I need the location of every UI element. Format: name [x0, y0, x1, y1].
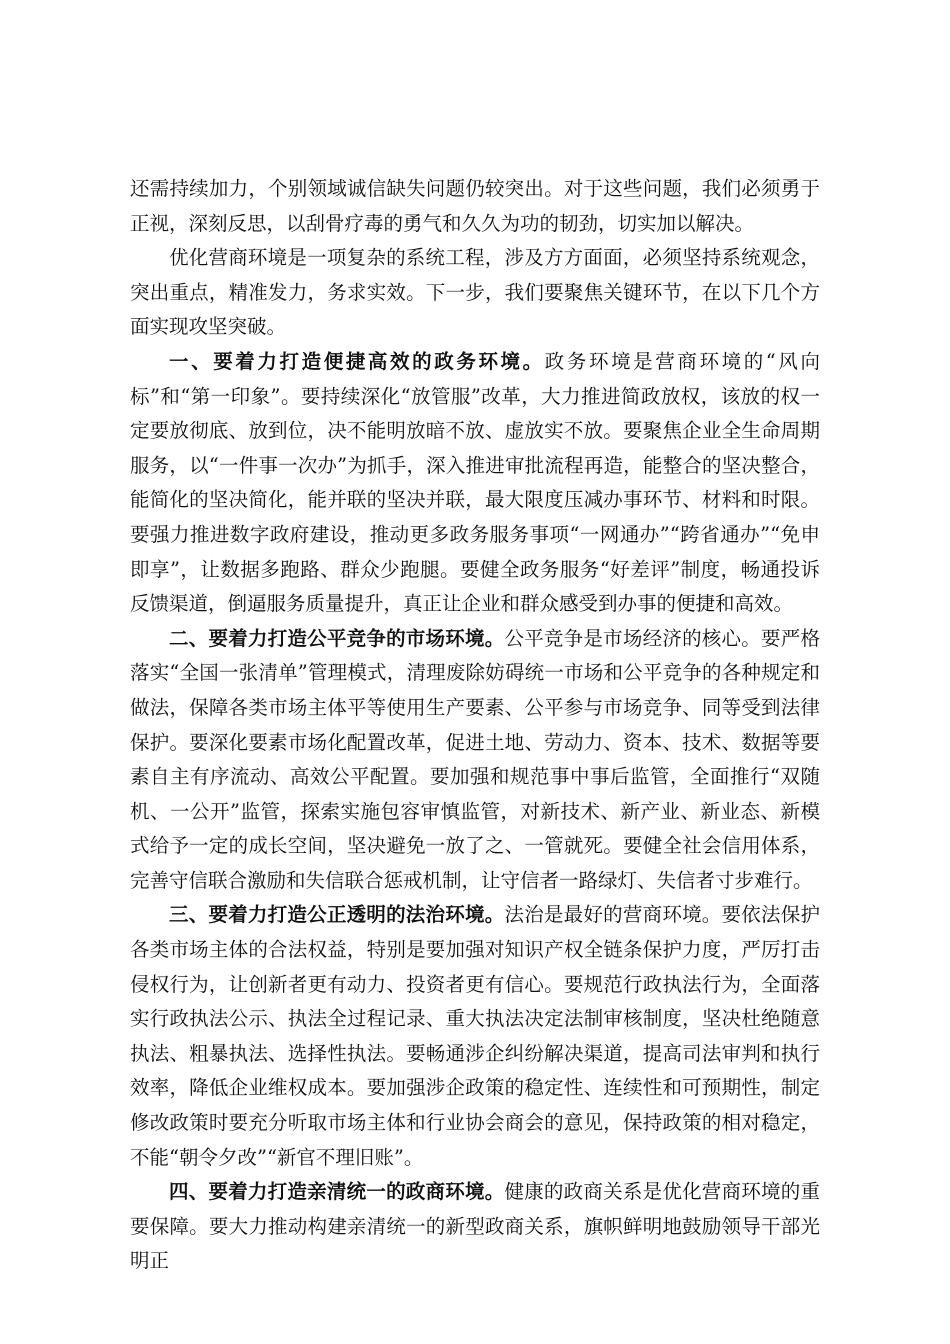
- paragraph-text: 法治是最好的营商环境。要依法保护各类市场主体的合法权益，特别是要加强对知识产权全链条保护力度，严厉打击侵权行为，让创新者更有动力、投资者更有信心。要规范行政执法行为，全面落实行政执法公示、执法全过程记录、重大执法决定法制审核制度，坚决杜绝随意执法、粗暴执法、选择性执法。要畅通涉企纠纷解决渠道，提高司法审判和执行效率，降低企业维权成本。要加强涉企政策的稳定性、连续性和可预期性，制定修改政策时要充分听取市场主体和行业协会商会的意见，保持政策的相对稳定，不能“朝令夕改”“新官不理旧账”。: [130, 903, 820, 1169]
- section-heading: 四、要着力打造亲清统一的政商环境。: [169, 1180, 505, 1204]
- paragraph-text: 公平竞争是市场经济的核心。要严格落实“全国一张清单”管理模式，清理废除妨碍统一市场和公平竞争的各种规定和做法，保障各类市场主体平等使用生产要素、公平参与市场竞争、同等受到法律保护。要深化要素市场化配置改革，促进土地、劳动力、资本、技术、数据等要素自主有序流动、高效公平配置。要加强和规范事中事后监管，全面推行“双随机、一公开”监管，探索实施包容审慎监管，对新技术、新产业、新业态、新模式给予一定的成长空间，坚决避免一放了之、一管就死。要健全社会信用体系，完善守信联合激励和失信联合惩戒机制，让守信者一路绿灯、失信者寸步难行。: [130, 626, 820, 892]
- paragraph-text: 优化营商环境是一项复杂的系统工程，涉及方方面面，必须坚持系统观念，突出重点，精准发力，务求实效。下一步，我们要聚焦关键环节，在以下几个方面实现攻坚突破。: [130, 246, 820, 339]
- section-heading: 一、要着力打造便捷高效的政务环境。: [169, 349, 545, 373]
- paragraph-market-environment: [130, 622, 820, 899]
- paragraph-continuation: [130, 172, 820, 241]
- paragraph-business-relations: [130, 1175, 820, 1279]
- document-body: [130, 172, 820, 1279]
- paragraph-text: 还需持续加力，个别领域诚信缺失问题仍较突出。对于这些问题，我们必须勇于正视，深刻反思，以刮骨疗毒的勇气和久久为功的韧劲，切实加以解决。: [130, 177, 820, 235]
- paragraph-text: 政务环境是营商环境的“风向标”和“第一印象”。要持续深化“放管服”改革，大力推进简政放权，该放的权一定要放彻底、放到位，决不能明放暗不放、虚放实不放。要聚焦企业全生命周期服务，以“一件事一次办”为抓手，深入推进审批流程再造，能整合的坚决整合，能简化的坚决简化，能并联的坚决并联，最大限度压减办事环节、材料和时限。要强力推进数字政府建设，推动更多政务服务事项“一网通办”“跨省通办”“免申即享”，让数据多跑路、群众少跑腿。要健全政务服务“好差评”制度，畅通投诉反馈渠道，倒逼服务质量提升，真正让企业和群众感受到办事的便捷和高效。: [130, 349, 820, 616]
- paragraph-legal-environment: [130, 898, 820, 1175]
- section-heading: 三、要着力打造公正透明的法治环境。: [169, 903, 505, 927]
- paragraph-government-environment: [130, 345, 820, 622]
- paragraph-overview: [130, 241, 820, 345]
- paragraph-text: 健康的政商关系是优化营商环境的重要保障。要大力推动构建亲清统一的新型政商关系，旗帜鲜明地鼓励领导干部光明正: [130, 1180, 820, 1273]
- section-heading: 二、要着力打造公平竞争的市场环境。: [169, 626, 505, 650]
